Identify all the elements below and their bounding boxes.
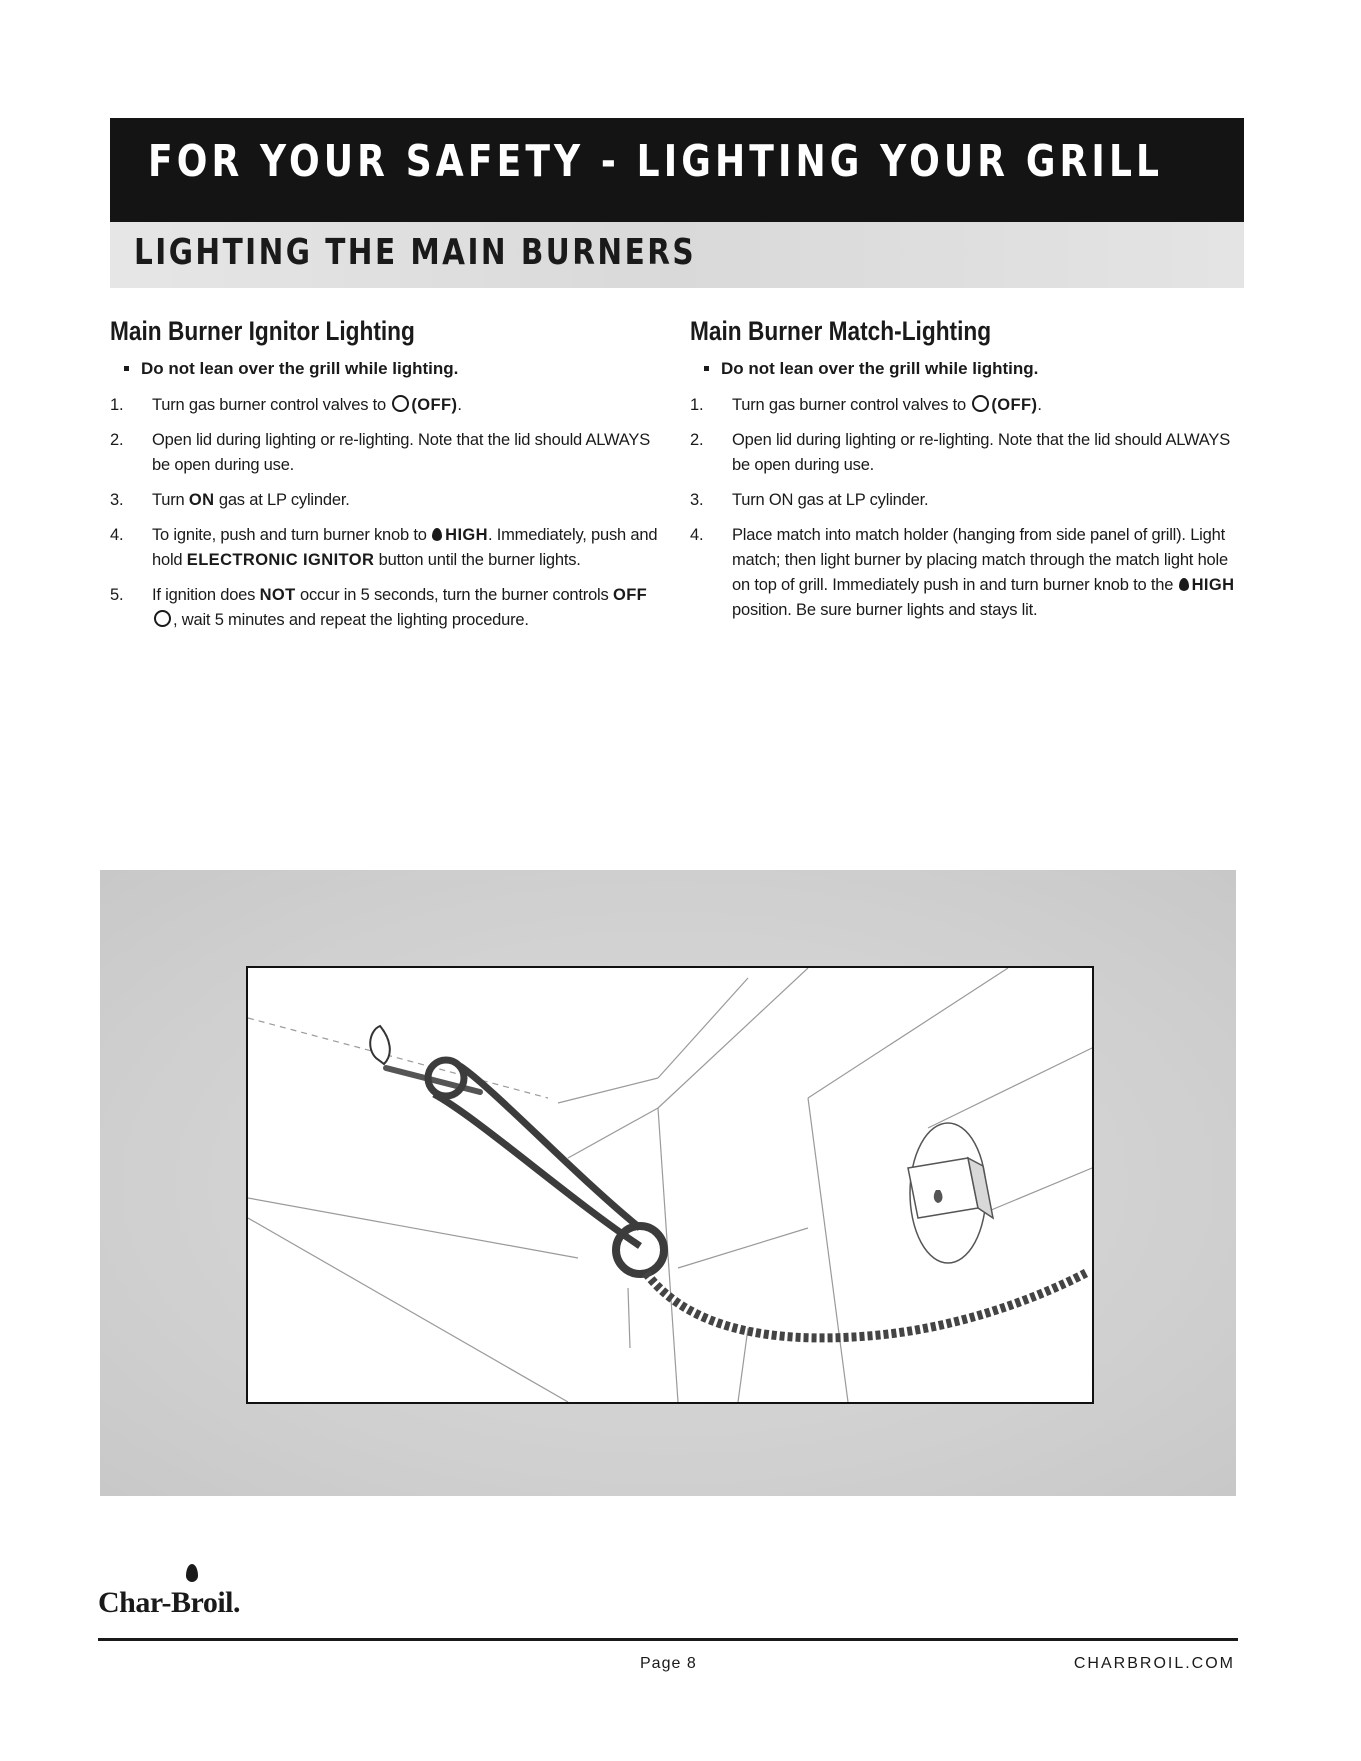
step-emphasis: HIGH: [1191, 576, 1235, 594]
bullet-icon: [124, 366, 129, 371]
logo-flame-icon: [186, 1564, 198, 1582]
step-text: Place match into match holder (hanging from side panel of grill). Light match; then light burner by placing match through the match light hole on top of grill. Immediately push in and turn burner knob to the: [732, 526, 1228, 594]
ignitor-lighting-section: [110, 316, 670, 643]
ignitor-warning: [124, 359, 670, 379]
step-number: 1.: [110, 396, 124, 414]
step-text: , wait 5 minutes and repeat the lighting procedure.: [173, 611, 529, 629]
ignitor-step-3: [110, 488, 670, 513]
match-lighting-heading: Main Burner Match-Lighting: [690, 316, 992, 346]
step-text: position. Be sure burner lights and stays lit.: [732, 601, 1038, 619]
step-number: 5.: [110, 586, 124, 604]
off-circle-icon: [392, 395, 409, 412]
match-step-3: [690, 488, 1250, 513]
footer-divider: [98, 1638, 1238, 1641]
step-number: 3.: [110, 491, 124, 509]
bullet-icon: [704, 366, 709, 371]
match-step-4: [690, 523, 1250, 623]
match-holder-icon: [428, 1060, 664, 1274]
off-circle-icon: [972, 395, 989, 412]
section-title: LIGHTING THE MAIN BURNERS: [134, 232, 697, 273]
logo-text: Char-Broil.: [98, 1586, 240, 1619]
ignitor-step-5: [110, 583, 670, 633]
match-warning: [704, 359, 1250, 379]
step-text: Turn gas burner control valves to: [152, 396, 386, 414]
step-text: Open lid during lighting or re-lighting. Note that the lid should ALWAYS be open during use.: [732, 431, 1231, 474]
match-holder-illustration: [246, 966, 1094, 1404]
step-emphasis: (OFF): [411, 396, 458, 414]
step-text: button until the burner lights.: [378, 551, 581, 569]
step-text: .: [1037, 396, 1042, 414]
step-emphasis: NOT: [259, 586, 296, 604]
ignitor-step-2: [110, 428, 670, 478]
flame-icon: [1179, 578, 1189, 591]
ignitor-step-4: [110, 523, 670, 573]
title-banner: [110, 118, 1244, 222]
step-text: . Immediately, push and hold: [152, 526, 658, 569]
step-number: 1.: [690, 396, 704, 414]
match-steps: [690, 393, 1250, 623]
flame-icon: [432, 528, 442, 541]
step-text: Turn: [152, 491, 185, 509]
chain-icon: [646, 1273, 1086, 1338]
ignitor-lighting-heading: Main Burner Ignitor Lighting: [110, 316, 415, 346]
page-number: Page 8: [640, 1655, 697, 1672]
match-warning-text: Do not lean over the grill while lighting.: [721, 359, 1039, 378]
ignitor-warning-text: Do not lean over the grill while lighting.: [141, 359, 459, 378]
step-text: .: [457, 396, 462, 414]
step-text: Turn ON gas at LP cylinder.: [732, 491, 929, 509]
char-broil-logo: [98, 1560, 258, 1620]
off-circle-icon: [154, 610, 171, 627]
match-lighting-section: [690, 316, 1250, 633]
step-text: gas at LP cylinder.: [218, 491, 350, 509]
step-number: 4.: [110, 526, 124, 544]
website-url: CHARBROIL.COM: [1073, 1655, 1235, 1672]
match-step-1: [690, 393, 1250, 418]
section-banner: [110, 222, 1244, 288]
step-number: 4.: [690, 526, 704, 544]
step-number: 3.: [690, 491, 704, 509]
page-title: FOR YOUR SAFETY - LIGHTING YOUR GRILL: [148, 136, 1164, 187]
step-number: 2.: [110, 431, 124, 449]
ignitor-steps: [110, 393, 670, 633]
ignitor-step-1: [110, 393, 670, 418]
step-number: 2.: [690, 431, 704, 449]
burner-knob-icon: [908, 1123, 993, 1263]
step-text: occur in 5 seconds, turn the burner controls: [300, 586, 609, 604]
step-text: To ignite, push and turn burner knob to: [152, 526, 427, 544]
step-emphasis: (OFF): [991, 396, 1038, 414]
step-emphasis: OFF: [612, 586, 648, 604]
step-emphasis: ELECTRONIC IGNITOR: [186, 551, 375, 569]
step-text: Open lid during lighting or re-lighting. Note that the lid should ALWAYS be open during use.: [152, 431, 651, 474]
step-text: Turn gas burner control valves to: [732, 396, 966, 414]
match-step-2: [690, 428, 1250, 478]
step-emphasis: ON: [188, 491, 215, 509]
match-holder-drawing: [248, 968, 1092, 1402]
step-text: If ignition does: [152, 586, 256, 604]
step-emphasis: HIGH: [445, 526, 488, 544]
